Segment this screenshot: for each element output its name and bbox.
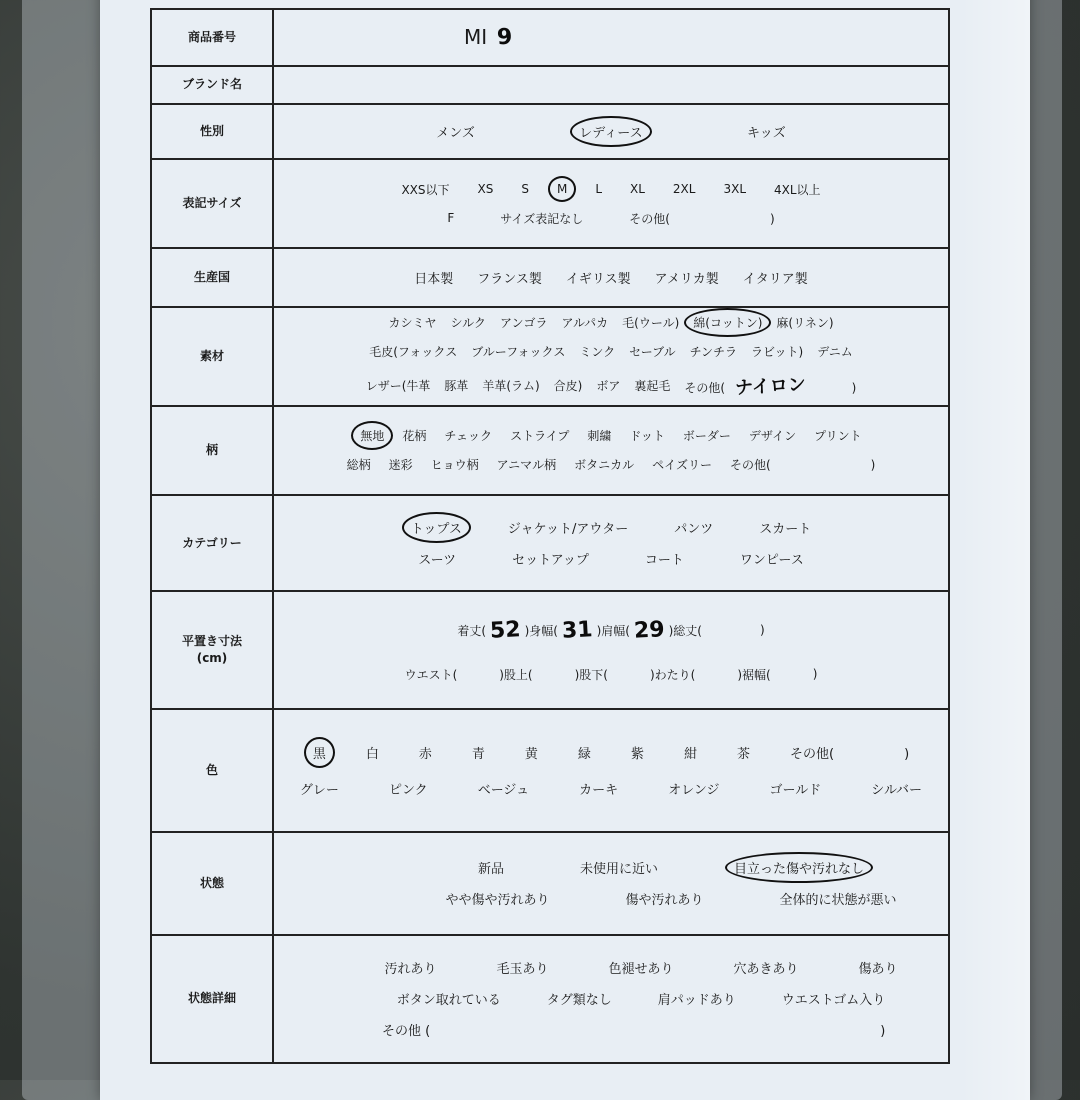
pattern-border[interactable]: ボーダー bbox=[682, 429, 731, 444]
material-sable[interactable]: セーブル bbox=[629, 345, 676, 360]
color-label: 色 bbox=[151, 709, 273, 832]
material-wool[interactable]: 毛(ウール) bbox=[622, 316, 680, 331]
category-onepiece[interactable]: ワンピース bbox=[739, 553, 804, 568]
pattern-other-close: ) bbox=[870, 458, 876, 473]
condition-new[interactable]: 新品 bbox=[477, 862, 504, 878]
row-product-number bbox=[151, 9, 949, 66]
color-navy[interactable]: 紺 bbox=[683, 746, 697, 762]
measure-rise[interactable]: )股上( bbox=[499, 667, 533, 682]
country-option-france[interactable]: フランス製 bbox=[477, 272, 542, 287]
size-option-4xl[interactable]: 4XL以上 bbox=[774, 182, 821, 197]
detail-stains[interactable]: 汚れあり bbox=[384, 962, 437, 978]
size-option-xxs[interactable]: XXS以下 bbox=[401, 182, 450, 197]
condition-label: 状態 bbox=[151, 832, 273, 935]
pattern-allover[interactable]: 総柄 bbox=[346, 458, 371, 473]
measure-shoulder-value[interactable]: 29 bbox=[633, 616, 666, 644]
material-lamb[interactable]: 羊革(ラム) bbox=[482, 378, 540, 393]
pattern-design[interactable]: デザイン bbox=[748, 429, 797, 444]
category-pants[interactable]: パンツ bbox=[674, 522, 714, 537]
detail-holes[interactable]: 穴あきあり bbox=[733, 962, 799, 978]
country-option-italy[interactable]: イタリア製 bbox=[742, 272, 808, 287]
color-brown[interactable]: 茶 bbox=[736, 746, 750, 762]
size-option-other[interactable] bbox=[626, 209, 777, 228]
size-option-3xl[interactable]: 3XL bbox=[723, 182, 747, 197]
detail-other-close: ) bbox=[880, 1024, 886, 1040]
brand-label: ブランド名 bbox=[151, 66, 273, 104]
row-material bbox=[151, 307, 949, 406]
material-linen[interactable]: 麻(リネン) bbox=[776, 316, 834, 331]
color-green[interactable]: 緑 bbox=[577, 746, 591, 762]
material-boa[interactable]: ボア bbox=[596, 378, 621, 393]
pattern-camo[interactable]: 迷彩 bbox=[388, 458, 413, 473]
material-other-handwritten: ナイロン bbox=[734, 374, 807, 400]
size-option-xs[interactable]: XS bbox=[477, 182, 494, 197]
row-size bbox=[151, 159, 949, 248]
detail-fading[interactable]: 色褪せあり bbox=[608, 962, 674, 978]
category-jacket[interactable]: ジャケット/アウター bbox=[507, 522, 629, 537]
measure-waist[interactable]: ウエスト( bbox=[404, 667, 458, 682]
category-tops[interactable]: トップス bbox=[408, 517, 465, 538]
color-orange[interactable]: オレンジ bbox=[668, 782, 720, 798]
pattern-embroidery[interactable]: 刺繍 bbox=[587, 429, 612, 444]
measure-hem-close: ) bbox=[812, 667, 818, 681]
category-coat[interactable]: コート bbox=[644, 553, 684, 568]
brand-field[interactable] bbox=[273, 66, 949, 104]
material-rabbit[interactable]: ラビット) bbox=[751, 345, 804, 360]
material-mink[interactable]: ミンク bbox=[579, 345, 616, 360]
detail-scratches[interactable]: 傷あり bbox=[858, 962, 898, 978]
color-silver[interactable]: シルバー bbox=[871, 782, 923, 798]
country-option-usa[interactable]: アメリカ製 bbox=[654, 272, 719, 287]
pattern-stripe[interactable]: ストライプ bbox=[510, 429, 570, 444]
material-chinchilla[interactable]: チンチラ bbox=[689, 345, 738, 360]
size-other-open: その他( bbox=[629, 211, 670, 226]
size-option-l[interactable]: L bbox=[595, 182, 603, 197]
row-country bbox=[151, 248, 949, 307]
color-gray[interactable]: グレー bbox=[299, 782, 339, 798]
measure-total-close: ) bbox=[760, 623, 765, 637]
measurements-fields bbox=[273, 591, 949, 708]
condition-detail-label: 状態詳細 bbox=[151, 935, 273, 1063]
gender-options bbox=[273, 104, 949, 160]
material-fleece[interactable]: 裏起毛 bbox=[634, 378, 671, 393]
row-brand bbox=[151, 66, 949, 104]
size-option-s[interactable]: S bbox=[521, 182, 529, 197]
measure-length-label: 着丈( bbox=[457, 623, 486, 638]
condition-poor[interactable]: 全体的に状態が悪い bbox=[779, 893, 897, 909]
condition-some-damage[interactable]: やや傷や汚れあり bbox=[445, 893, 550, 909]
category-setup[interactable]: セットアップ bbox=[512, 553, 589, 568]
material-label: 素材 bbox=[151, 307, 273, 406]
measure-width-value[interactable]: 31 bbox=[561, 616, 594, 644]
product-number-field[interactable] bbox=[273, 9, 949, 66]
pattern-dot[interactable]: ドット bbox=[629, 429, 665, 444]
color-other[interactable] bbox=[787, 742, 912, 763]
color-beige[interactable]: ベージュ bbox=[477, 782, 530, 798]
country-label: 生産国 bbox=[151, 248, 273, 307]
pattern-paisley[interactable]: ペイズリー bbox=[652, 458, 712, 473]
color-other-close: ) bbox=[904, 746, 910, 762]
pattern-label: 柄 bbox=[151, 406, 273, 495]
row-color bbox=[151, 709, 949, 832]
category-label: カテゴリー bbox=[151, 495, 273, 592]
category-skirt[interactable]: スカート bbox=[759, 522, 812, 537]
color-yellow[interactable]: 黄 bbox=[524, 746, 538, 762]
gender-option-kids[interactable]: キッズ bbox=[747, 126, 786, 142]
detail-no-tags[interactable]: タグ類なし bbox=[546, 993, 612, 1009]
color-white[interactable]: 白 bbox=[365, 746, 379, 762]
row-condition-detail bbox=[151, 935, 949, 1063]
condition-like-new[interactable]: 未使用に近い bbox=[579, 862, 658, 878]
pattern-floral[interactable]: 花柄 bbox=[402, 429, 427, 444]
country-options bbox=[273, 248, 949, 307]
measure-thigh[interactable]: )わたり( bbox=[650, 667, 696, 682]
pattern-print[interactable]: プリント bbox=[814, 429, 862, 444]
pattern-botanical[interactable]: ボタニカル bbox=[574, 458, 635, 473]
gender-label: 性別 bbox=[151, 104, 273, 160]
size-option-2xl[interactable]: 2XL bbox=[672, 182, 696, 197]
detail-button-missing[interactable]: ボタン取れている bbox=[396, 993, 501, 1009]
condition-damaged[interactable]: 傷や汚れあり bbox=[625, 893, 704, 909]
measure-length-value[interactable]: 52 bbox=[489, 616, 522, 644]
country-option-uk[interactable]: イギリス製 bbox=[565, 272, 631, 287]
color-other-open: その他( bbox=[789, 746, 835, 762]
measure-hem[interactable]: )裾幅( bbox=[737, 667, 771, 682]
detail-elastic-waist[interactable]: ウエストゴム入り bbox=[781, 993, 886, 1009]
product-number-prefix: MI bbox=[464, 25, 488, 50]
pattern-other[interactable] bbox=[727, 455, 878, 474]
material-other[interactable] bbox=[681, 371, 859, 399]
detail-other[interactable] bbox=[379, 1019, 888, 1040]
pattern-leopard[interactable]: ヒョウ柄 bbox=[430, 458, 479, 473]
pattern-check[interactable]: チェック bbox=[444, 429, 493, 444]
material-angora[interactable]: アンゴラ bbox=[499, 316, 548, 331]
material-denim[interactable]: デニム bbox=[817, 345, 853, 360]
color-red[interactable]: 赤 bbox=[418, 746, 432, 762]
size-option-none[interactable]: サイズ表記なし bbox=[500, 211, 584, 226]
size-other-close: ) bbox=[769, 211, 775, 226]
detail-other-open: その他 ( bbox=[382, 1024, 431, 1040]
product-number-label: 商品番号 bbox=[151, 9, 273, 66]
size-option-f[interactable]: F bbox=[447, 211, 455, 226]
measure-width-label: )身幅( bbox=[524, 623, 558, 638]
material-other-close: ) bbox=[851, 381, 857, 396]
size-option-m[interactable]: M bbox=[554, 181, 570, 197]
color-purple[interactable]: 紫 bbox=[630, 746, 644, 762]
size-option-xl[interactable]: XL bbox=[630, 182, 645, 197]
pattern-other-open: その他( bbox=[729, 458, 771, 473]
gender-option-mens[interactable]: メンズ bbox=[436, 126, 475, 142]
condition-detail-options bbox=[273, 935, 949, 1063]
material-cotton[interactable]: 綿(コットン) bbox=[690, 313, 765, 332]
color-gold[interactable]: ゴールド bbox=[769, 782, 822, 798]
material-other-open: その他( bbox=[684, 381, 726, 396]
measurements-label bbox=[151, 591, 273, 708]
row-pattern bbox=[151, 406, 949, 495]
detail-shoulder-pads[interactable]: 肩パッドあり bbox=[657, 993, 736, 1009]
color-black[interactable]: 黒 bbox=[310, 742, 329, 763]
pattern-plain[interactable]: 無地 bbox=[357, 426, 387, 445]
category-options bbox=[273, 495, 949, 592]
condition-no-noticeable-damage[interactable]: 目立った傷や汚れなし bbox=[731, 857, 867, 878]
row-condition bbox=[151, 832, 949, 935]
gender-option-ladies[interactable]: レディース bbox=[576, 121, 645, 142]
size-options bbox=[273, 159, 949, 248]
color-khaki[interactable]: カーキ bbox=[579, 782, 619, 798]
measurements-label-text: 平置き寸法 bbox=[181, 634, 242, 649]
material-fox[interactable]: 毛皮(フォックス bbox=[369, 345, 458, 360]
material-leather[interactable]: レザー(牛革 bbox=[365, 378, 431, 393]
condition-options bbox=[273, 832, 949, 935]
color-blue[interactable]: 青 bbox=[471, 746, 485, 762]
country-option-japan[interactable]: 日本製 bbox=[414, 272, 454, 287]
pattern-animal[interactable]: アニマル柄 bbox=[496, 458, 557, 473]
row-gender bbox=[151, 104, 949, 160]
row-category bbox=[151, 495, 949, 592]
detail-pilling[interactable]: 毛玉あり bbox=[496, 962, 549, 978]
size-label: 表記サイズ bbox=[151, 159, 273, 248]
material-synthetic[interactable]: 合皮) bbox=[553, 378, 583, 393]
material-cashmere[interactable]: カシミヤ bbox=[388, 316, 437, 331]
pattern-options bbox=[273, 406, 949, 495]
color-options bbox=[273, 709, 949, 832]
material-bluefox[interactable]: ブルーフォックス bbox=[471, 345, 566, 360]
product-number-handwritten: 9 bbox=[496, 24, 514, 51]
measure-total-label: )総丈( bbox=[668, 623, 702, 638]
product-form-table bbox=[150, 8, 950, 1064]
material-silk[interactable]: シルク bbox=[450, 316, 486, 331]
color-pink[interactable]: ピンク bbox=[388, 782, 428, 798]
material-alpaca[interactable]: アルパカ bbox=[561, 316, 609, 331]
category-suit[interactable]: スーツ bbox=[418, 553, 457, 568]
material-pigskin[interactable]: 豚革 bbox=[444, 378, 469, 393]
measure-shoulder-label: )肩幅( bbox=[596, 623, 630, 638]
measurements-unit: (cm) bbox=[196, 651, 228, 665]
row-measurements bbox=[151, 591, 949, 708]
measure-inseam[interactable]: )股下( bbox=[574, 667, 608, 682]
material-options bbox=[273, 307, 949, 406]
